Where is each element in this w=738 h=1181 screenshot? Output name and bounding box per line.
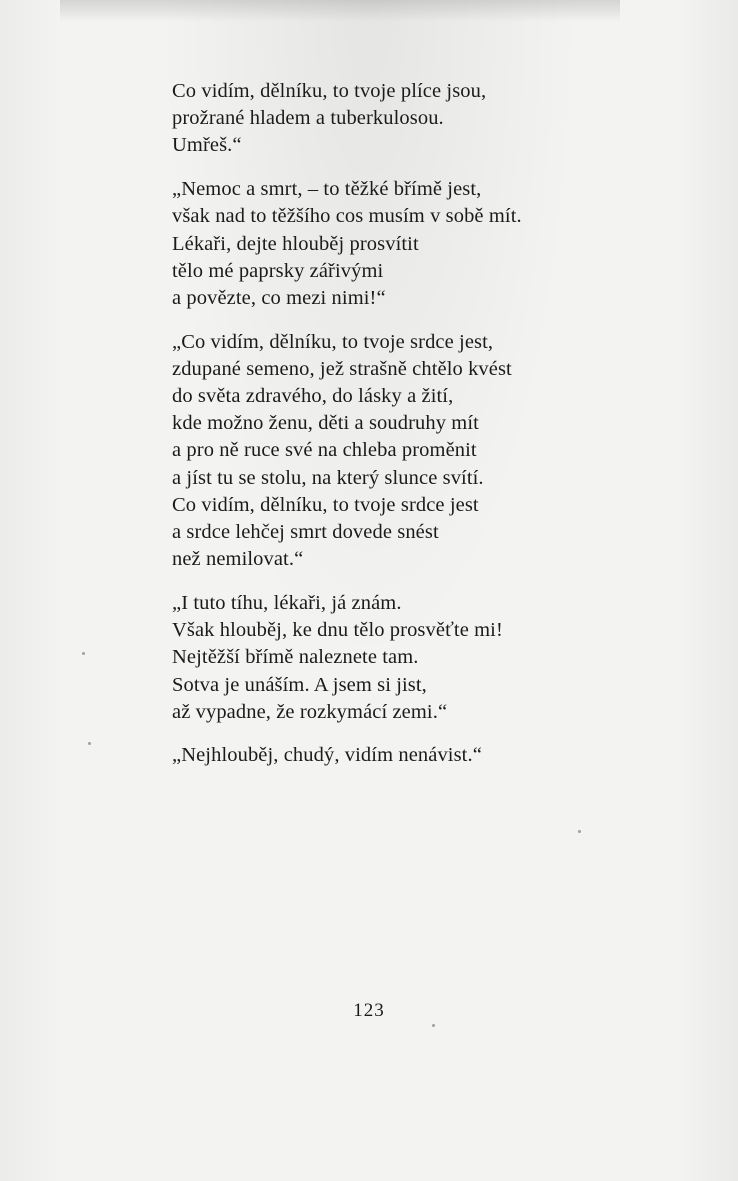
poem-line: a povězte, co mezi nimi!“ (172, 286, 386, 309)
poem-line: „Co vidím, dělníku, to tvoje srdce jest, (172, 330, 494, 353)
poem-line: Nejtěžší břímě naleznete tam. (172, 646, 419, 669)
paper-speck (88, 742, 91, 745)
poem-line: Sotva je unáším. A jsem si jist, (172, 673, 427, 696)
paper-speck (432, 1024, 435, 1027)
paper-speck (82, 652, 85, 655)
poem-line: než nemilovat.“ (172, 548, 304, 571)
page-top-shadow (60, 0, 620, 22)
stanza-2 (172, 176, 612, 312)
stanza-4 (172, 590, 612, 726)
poem-line: a srdce lehčej smrt dovede snést (172, 521, 439, 544)
stanza-3 (172, 329, 612, 574)
poem-line: kde možno ženu, děti a soudruhy mít (172, 412, 479, 435)
stanza-1 (172, 78, 612, 160)
poem-line: a pro ně ruce své na chleba proměnit (172, 439, 477, 462)
poem-line: Co vidím, dělníku, to tvoje plíce jsou, (172, 80, 487, 102)
poem-line: „Nemoc a smrt, – to těžké břímě jest, (172, 178, 482, 201)
poem-line: však nad to těžšího cos musím v sobě mít. (172, 205, 522, 228)
poem-line: „Nejhlouběj, chudý, vidím nenávist.“ (172, 744, 482, 767)
poem-line: Lékaři, dejte hlouběj prosvítit (172, 232, 419, 255)
poem-line: „I tuto tíhu, lékaři, já znám. (172, 591, 402, 614)
poem-line: Však hlouběj, ke dnu tělo prosvěťte mi! (172, 619, 503, 642)
poem-line: až vypadne, že rozkymácí zemi.“ (172, 700, 448, 723)
poem-text (172, 78, 612, 786)
poem-line: do světa zdravého, do lásky a žití, (172, 385, 454, 408)
poem-line: prožrané hladem a tuberkulosou. (172, 107, 444, 130)
poem-line: zdupané semeno, jež strašně chtělo kvést (172, 357, 512, 380)
poem-line: Co vidím, dělníku, to tvoje srdce jest (172, 493, 479, 516)
paper-speck (578, 830, 581, 833)
poem-line: tělo mé paprsky zářivými (172, 259, 384, 282)
stanza-5 (172, 742, 612, 769)
poem-line: a jíst tu se stolu, na který slunce svítí. (172, 466, 484, 489)
poem-line: Umřeš.“ (172, 134, 242, 157)
page-number: 123 (353, 1000, 385, 1021)
